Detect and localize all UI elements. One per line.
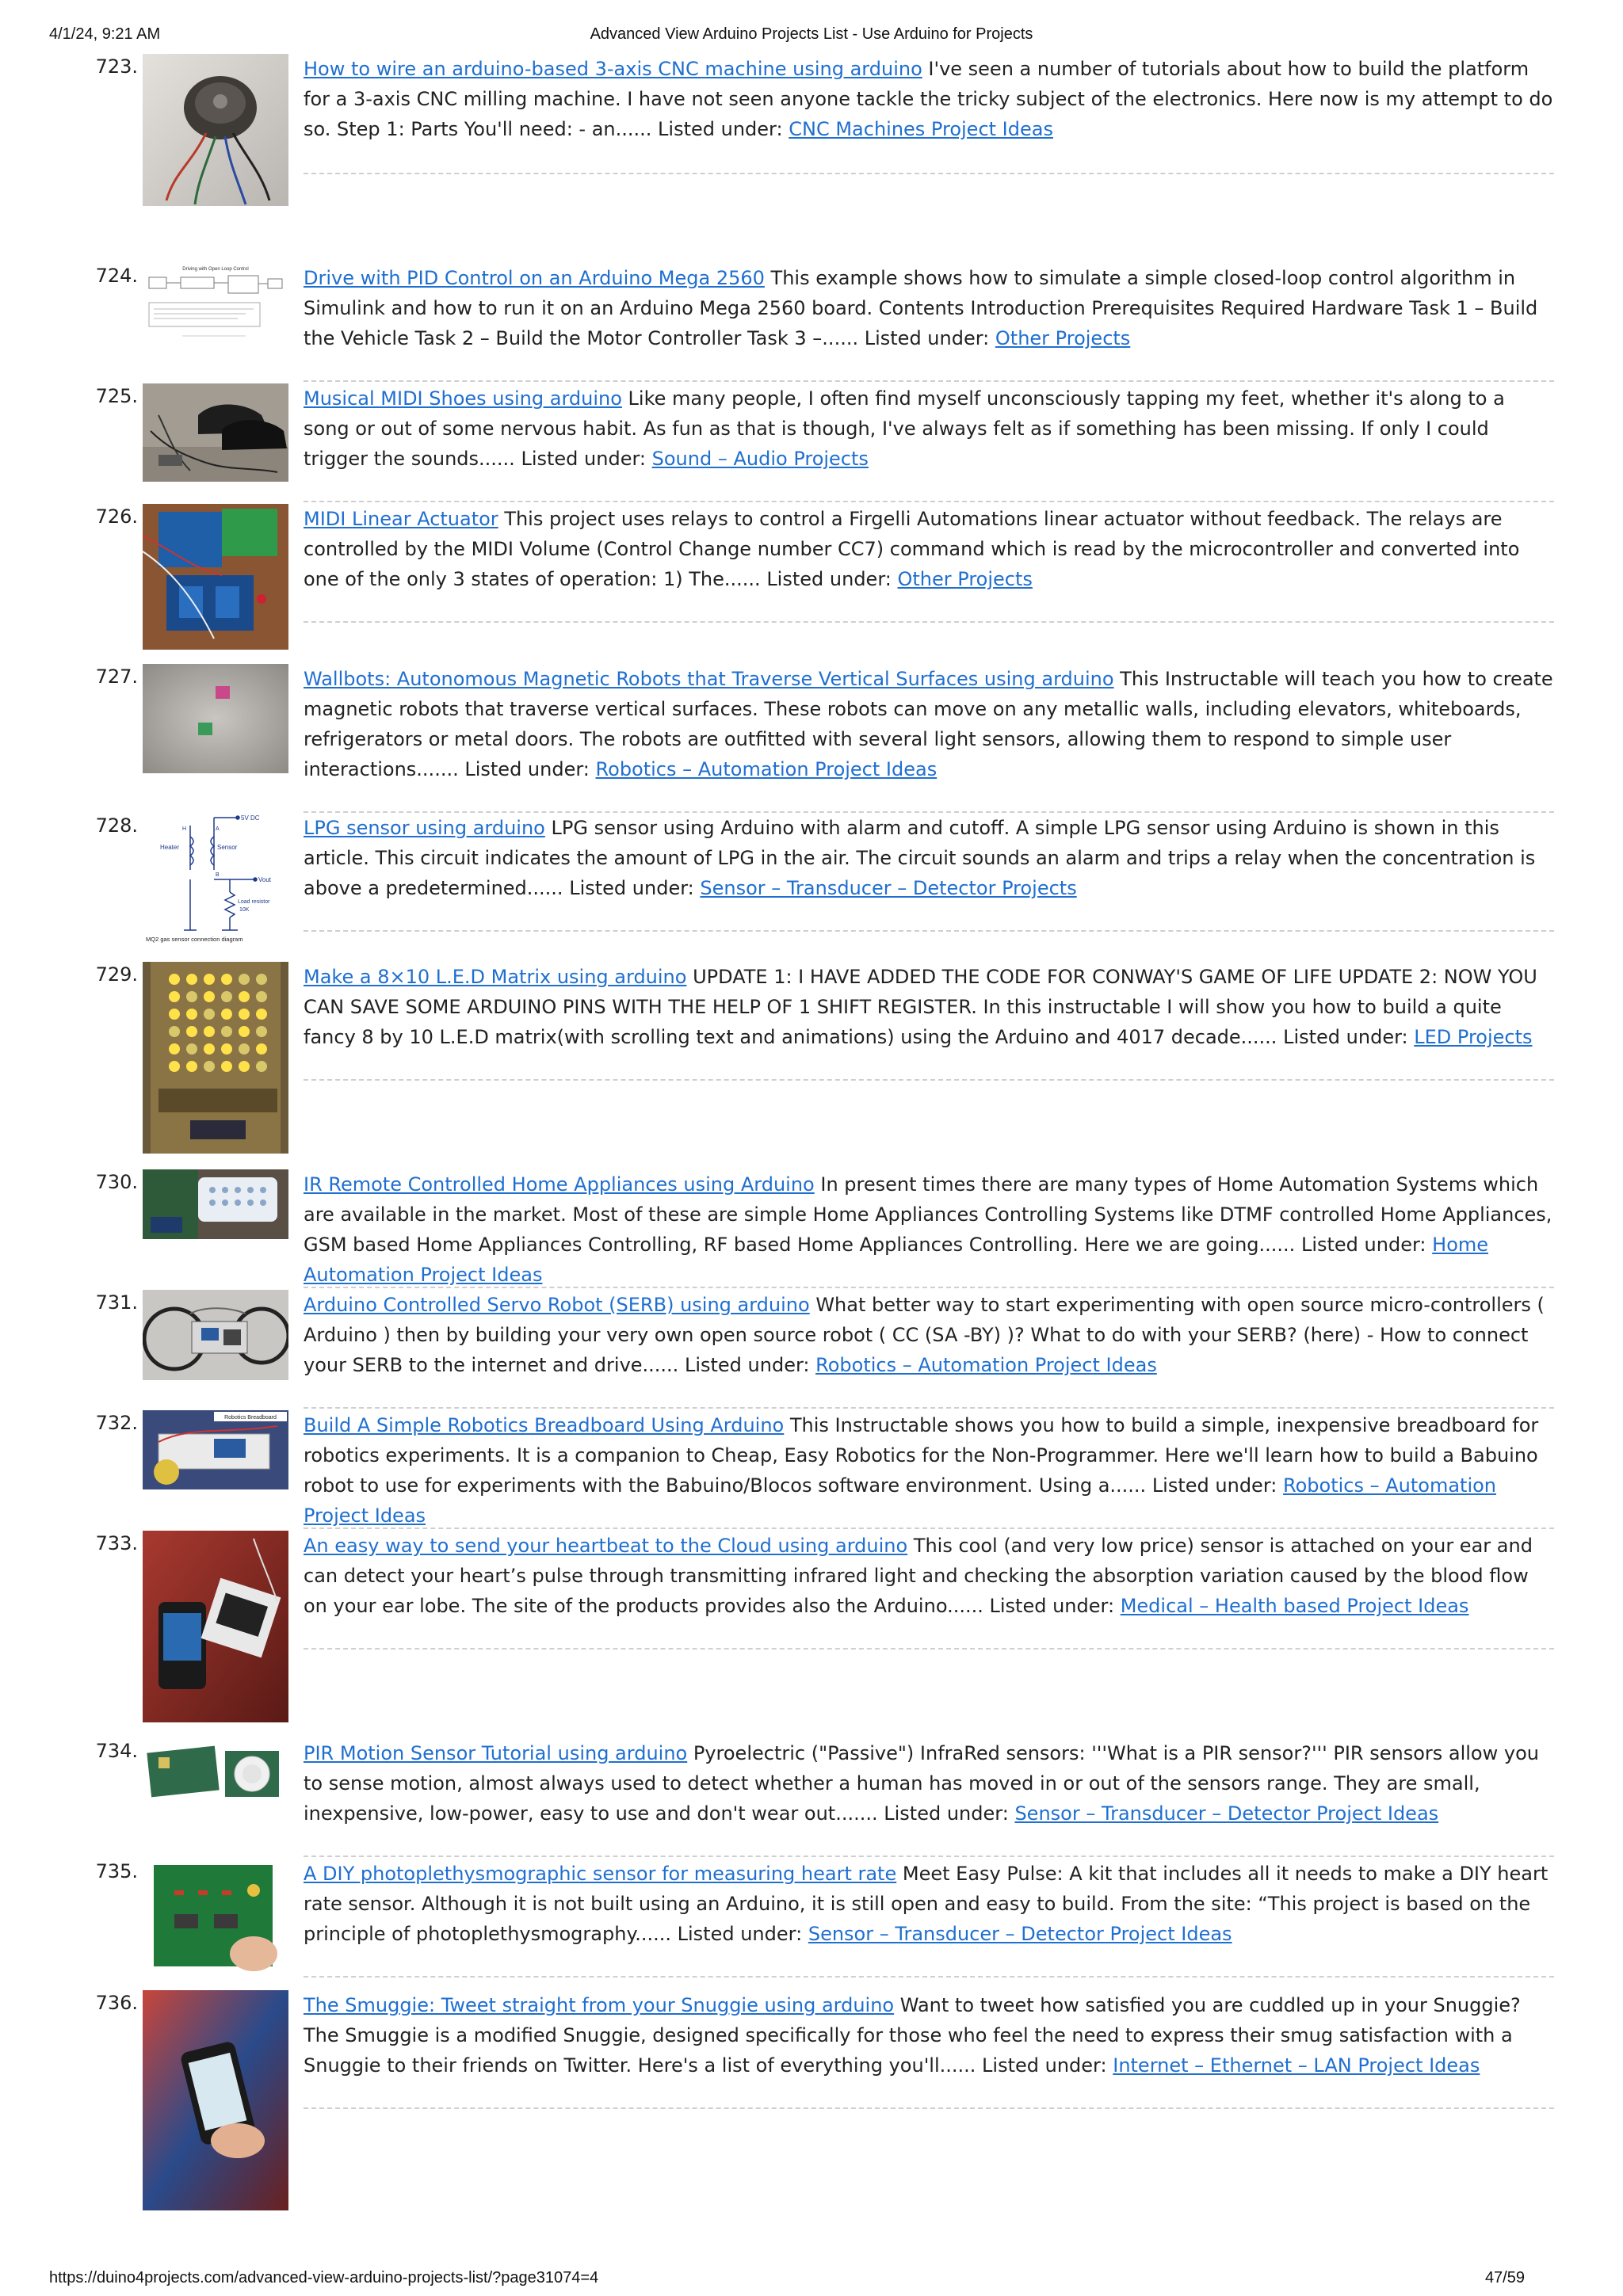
diagram-label: Sensor xyxy=(217,844,238,851)
item-separator xyxy=(304,1855,1554,1857)
item-title-link[interactable]: Musical MIDI Shoes using arduino xyxy=(304,387,622,410)
item-title-link[interactable]: MIDI Linear Actuator xyxy=(304,508,498,530)
thumb-caption: Driving with Open Loop Control xyxy=(182,267,249,272)
diagram-label: A xyxy=(216,826,220,832)
item-thumbnail[interactable] xyxy=(143,1990,288,2210)
listed-under-label: Listed under: xyxy=(989,1595,1115,1617)
item-separator xyxy=(304,501,1554,502)
item-body xyxy=(304,263,1554,353)
robotics-breadboard-photo-icon xyxy=(143,1410,288,1489)
item-thumbnail[interactable] xyxy=(143,383,288,482)
listed-under-label: Listed under: xyxy=(684,1354,810,1376)
listed-under-label: Listed under: xyxy=(677,1923,803,1945)
item-title-link[interactable]: PIR Motion Sensor Tutorial using arduino xyxy=(304,1742,688,1764)
diagram-label: Load resistor xyxy=(238,899,270,905)
item-number: 736. xyxy=(95,1992,138,2014)
item-number: 732. xyxy=(95,1412,138,1434)
stepper-motor-photo-icon xyxy=(143,54,288,206)
item-number: 735. xyxy=(95,1860,138,1882)
item-title-link[interactable]: Build A Simple Robotics Breadboard Using Arduino xyxy=(304,1414,785,1436)
wallbots-photo-icon xyxy=(143,664,288,773)
item-category-link[interactable]: LED Projects xyxy=(1414,1026,1533,1048)
item-number: 723. xyxy=(95,55,138,78)
item-description: This project uses relays to control a Firgelli Automations linear actuator without feedback. The relays are controlled by the MIDI Volume (Control Change number CC7) command which is read by the microcontroller and converted into one of the only 3 states of operation: 1) The...... xyxy=(304,508,1520,590)
listed-under-label: Listed under: xyxy=(982,2054,1107,2077)
item-body xyxy=(304,54,1554,144)
item-title-link[interactable]: How to wire an arduino-based 3-axis CNC machine using arduino xyxy=(304,58,922,80)
item-category-link[interactable]: Internet – Ethernet – LAN Project Ideas xyxy=(1113,2054,1480,2077)
diagram-label: B xyxy=(216,872,220,878)
listed-under-label: Listed under: xyxy=(864,327,990,349)
item-thumbnail[interactable] xyxy=(143,54,288,206)
item-number: 727. xyxy=(95,666,138,688)
item-description: This example shows how to simulate a simple closed-loop control algorithm in Simulink and how to run it on an Arduino Mega 2560 board. Contents Introduction Prerequisites Required Hardware Task 1 – Build the Vehicle Task 2 – Build the Motor Controller Task 3 –...... xyxy=(304,267,1538,349)
item-number: 728. xyxy=(95,814,138,837)
item-separator xyxy=(304,173,1554,174)
page-number: 47/59 xyxy=(1484,2269,1525,2286)
item-description: LPG sensor using Arduino with alarm and cutoff. A simple LPG sensor using Arduino is shown in this article. This circuit indicates the amount of LPG in the air. The circuit sounds an alarm and trips a relay when the concentration is above a predetermined...... xyxy=(304,817,1536,899)
item-body xyxy=(304,1290,1554,1380)
item-separator xyxy=(304,1079,1554,1081)
diagram-label: 5V DC xyxy=(241,814,260,822)
easy-pulse-photo-icon xyxy=(143,1859,288,1973)
item-thumbnail[interactable] xyxy=(143,962,288,1154)
item-thumbnail[interactable] xyxy=(143,1738,288,1810)
item-body xyxy=(304,383,1554,474)
item-category-link[interactable]: Sensor – Transducer – Detector Project Ideas xyxy=(808,1923,1232,1945)
item-title-link[interactable]: Arduino Controlled Servo Robot (SERB) using arduino xyxy=(304,1294,810,1316)
item-description: This Instructable will teach you how to create magnetic robots that traverse vertical surfaces. These robots can move on any metallic walls, including elevators, whiteboards, refrigerators or metal doors. The robots are outfitted with several light sensors, allowing them to respond to simple user interactions....... xyxy=(304,668,1553,780)
item-separator xyxy=(304,1976,1554,1978)
diagram-label: Heater xyxy=(160,844,180,851)
item-category-link[interactable]: Robotics – Automation Project Ideas xyxy=(595,758,938,780)
print-document-title: Advanced View Arduino Projects List - Use Arduino for Projects xyxy=(590,25,1033,43)
item-title-link[interactable]: Wallbots: Autonomous Magnetic Robots that Traverse Vertical Surfaces using arduino xyxy=(304,668,1114,690)
listed-under-label: Listed under: xyxy=(658,118,783,140)
diagram-label: Vout xyxy=(258,876,272,883)
item-body xyxy=(304,1169,1554,1290)
item-thumbnail[interactable] xyxy=(143,813,288,944)
item-separator xyxy=(304,2107,1554,2109)
item-number: 725. xyxy=(95,385,138,407)
item-description: This cool (and very low price) sensor is attached on your ear and can detect your heart’s pulse through transmitting infrared light and checking the absorption variation caused by the blood flow on your ear lobe. The site of the products provides also the Arduino...... xyxy=(304,1535,1533,1617)
item-thumbnail[interactable] xyxy=(143,1410,288,1489)
item-category-link[interactable]: Medical – Health based Project Ideas xyxy=(1120,1595,1469,1617)
item-category-link[interactable]: Sound – Audio Projects xyxy=(651,448,869,470)
item-description: This Instructable shows you how to build a simple, inexpensive breadboard for robotics experiments. It is a companion to Cheap, Easy Robotics for the Non-Programmer. Here we'll learn how to build a Babuino robot to use for experiments with the Babuino/Blocos software environment. Using a...... xyxy=(304,1414,1539,1497)
item-thumbnail[interactable] xyxy=(143,1169,288,1239)
item-description: Like many people, I often find myself unconsciously tapping my feet, whether it's along to a song or out of some nervous habit. As fun as that is though, I've always felt as if something has been missing. If only I could trigger the sounds...... xyxy=(304,387,1505,470)
item-body xyxy=(304,1531,1554,1621)
item-number: 726. xyxy=(95,505,138,528)
item-description: In present times there are many types of Home Automation Systems which are available in the market. Most of these are simple Home Appliances Controlling Systems like DTMF controlled Home Appliances, GSM based Home Appliances Controlling, RF based Home Appliances Controlling. Here we are going...... xyxy=(304,1173,1552,1256)
diagram-caption: MQ2 gas sensor connection diagram xyxy=(146,936,243,943)
shoes-photo-icon xyxy=(143,383,288,482)
item-title-link[interactable]: LPG sensor using arduino xyxy=(304,817,545,839)
diagram-label: H xyxy=(182,826,187,832)
smuggie-phone-photo-icon xyxy=(143,1990,288,2210)
item-separator xyxy=(304,930,1554,932)
item-number: 730. xyxy=(95,1171,138,1193)
item-title-link[interactable]: IR Remote Controlled Home Appliances using Arduino xyxy=(304,1173,815,1196)
item-description: Meet Easy Pulse: A kit that includes all it needs to make a DIY heart rate sensor. Although it is not built using an Arduino, it is still open and easy to build. From the site: “This project is based on the principle of photoplethysmography...... xyxy=(304,1863,1549,1945)
item-category-link[interactable]: CNC Machines Project Ideas xyxy=(789,118,1053,140)
item-separator xyxy=(304,380,1554,382)
print-date: 4/1/24, 9:21 AM xyxy=(49,25,161,43)
simulink-diagram-icon xyxy=(143,263,288,345)
item-body xyxy=(304,1859,1554,1949)
diagram-label: 10K xyxy=(239,907,250,913)
listed-under-label: Listed under: xyxy=(569,877,694,899)
item-category-link[interactable]: Sensor – Transducer – Detector Project Ideas xyxy=(1014,1802,1439,1825)
pir-sensor-photo-icon xyxy=(143,1738,288,1810)
item-description: Pyroelectric ("Passive") InfraRed sensors: '''What is a PIR sensor?''' PIR sensors allow you to sense motion, almost always used to detect whether a human has moved in or out of the sensors range. They are small, inexpensive, low-power, easy to use and don't wear out....... xyxy=(304,1742,1539,1825)
heartbeat-photo-icon xyxy=(143,1531,288,1722)
item-body xyxy=(304,664,1554,784)
print-url[interactable]: https://duino4projects.com/advanced-view-arduino-projects-list/?page31074=4 xyxy=(49,2269,599,2286)
item-number: 724. xyxy=(95,265,138,287)
item-number: 731. xyxy=(95,1291,138,1314)
item-thumbnail[interactable] xyxy=(143,263,288,345)
item-body xyxy=(304,962,1554,1052)
item-body xyxy=(304,1990,1554,2081)
item-body xyxy=(304,504,1554,594)
servo-robot-photo-icon xyxy=(143,1290,288,1380)
mq2-diagram-icon xyxy=(143,813,288,944)
item-thumbnail[interactable] xyxy=(143,1290,288,1380)
listed-under-label: Listed under: xyxy=(884,1802,1009,1825)
item-body xyxy=(304,1738,1554,1829)
listed-under-label: Listed under: xyxy=(464,758,590,780)
relay-board-photo-icon xyxy=(143,504,288,650)
item-separator xyxy=(304,1648,1554,1650)
item-body xyxy=(304,813,1554,903)
item-title-link[interactable]: An easy way to send your heartbeat to the Cloud using arduino xyxy=(304,1535,908,1557)
item-number: 729. xyxy=(95,963,138,986)
item-category-link[interactable]: Robotics – Automation Project Ideas xyxy=(304,1474,1497,1527)
item-title-link[interactable]: Make a 8×10 L.E.D Matrix using arduino xyxy=(304,966,687,988)
item-category-link[interactable]: Other Projects xyxy=(995,327,1131,349)
item-separator xyxy=(304,1527,1554,1529)
led-matrix-photo-icon xyxy=(143,962,288,1154)
item-thumbnail[interactable] xyxy=(143,1859,288,1973)
listed-under-label: Listed under: xyxy=(1283,1026,1408,1048)
print-footer xyxy=(49,2269,1574,2293)
item-separator xyxy=(304,1287,1554,1288)
item-description: Want to tweet how satisfied you are cuddled up in your Snuggie? The Smuggie is a modified Snuggie, designed specifically for those who feel the need to express their smug satisfaction with a Snuggie to their friends on Twitter. Here's a list of everything you'll...... xyxy=(304,1994,1521,2077)
item-number: 733. xyxy=(95,1532,138,1554)
listed-under-label: Listed under: xyxy=(1151,1474,1277,1497)
item-category-link[interactable]: Home Automation Project Ideas xyxy=(304,1234,1489,1286)
item-thumbnail[interactable] xyxy=(143,664,288,773)
ir-remote-photo-icon xyxy=(143,1169,288,1239)
item-description: What better way to start experimenting with open source micro-controllers ( Arduino ) then by building your very own open source robot ( CC (SA -BY) )? What to do with your SERB? (here) - How to connect your SERB to the internet and drive...... xyxy=(304,1294,1545,1376)
item-title-link[interactable]: A DIY photoplethysmographic sensor for measuring heart rate xyxy=(304,1863,897,1885)
item-category-link[interactable]: Robotics – Automation Project Ideas xyxy=(815,1354,1157,1376)
item-category-link[interactable]: Sensor – Transducer – Detector Projects xyxy=(700,877,1077,899)
item-title-link[interactable]: The Smuggie: Tweet straight from your Snuggie using arduino xyxy=(304,1994,895,2016)
listed-under-label: Listed under: xyxy=(521,448,646,470)
listed-under-label: Listed under: xyxy=(1300,1234,1426,1256)
item-thumbnail[interactable] xyxy=(143,1531,288,1722)
thumb-caption: Robotics Breadboard xyxy=(224,1415,277,1421)
item-thumbnail[interactable] xyxy=(143,504,288,650)
item-title-link[interactable]: Drive with PID Control on an Arduino Mega 2560 xyxy=(304,267,765,289)
item-separator xyxy=(304,1407,1554,1409)
item-category-link[interactable]: Other Projects xyxy=(897,568,1033,590)
item-description: UPDATE 1: I HAVE ADDED THE CODE FOR CONWAY'S GAME OF LIFE UPDATE 2: NOW YOU CAN SAVE SOME ARDUINO PINS WITH THE HELP OF 1 SHIFT REGISTER. In this instructable I will show you how to build a quite fancy 8 by 10 L.E.D matrix(with scrolling text and animations) using the Arduino and 4017 decade...... xyxy=(304,966,1537,1048)
item-description: I've seen a number of tutorials about how to build the platform for a 3-axis CNC milling machine. I have not seen anyone tackle the tricky subject of the electronics. Here now is my attempt to do so. Step 1: Parts You'll need: - an...... xyxy=(304,58,1553,140)
item-number: 734. xyxy=(95,1740,138,1762)
item-separator xyxy=(304,621,1554,623)
item-body xyxy=(304,1410,1554,1531)
listed-under-label: Listed under: xyxy=(766,568,892,590)
